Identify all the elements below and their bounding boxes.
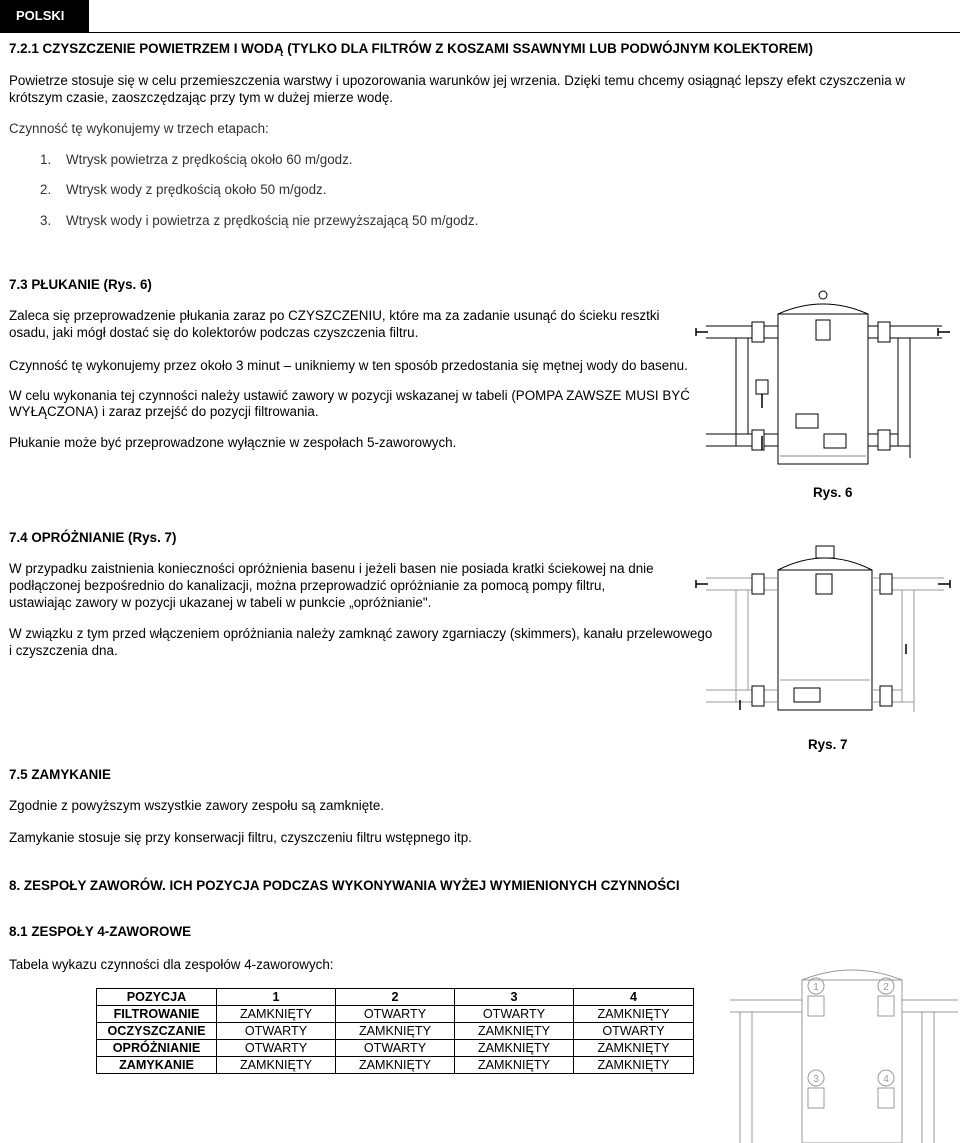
section-75-p2: Zamykanie stosuje się przy konserwacji filtru, czyszczeniu filtru wstępnego itp. [9,830,472,845]
table-row [97,1006,694,1023]
section-81-heading: 8.1 ZESPOŁY 4-ZAWOROWE [9,924,192,939]
step-number: 2. [40,182,52,197]
figure-valve-label-1: 1 [813,982,819,993]
section-721-para-line2: krótszym czasie, zaoszczędzając przy tym w dużej mierze wodę. [9,90,393,105]
section-74-p2-line2: i czyszczenia dna. [9,643,118,658]
section-75-heading: 7.5 ZAMYKANIE [9,767,111,782]
section-73-p2: Czynność tę wykonujemy przez około 3 minut – unikniemy w ten sposób przedostania się mętnej wody do basenu. [9,358,688,373]
table-cell: ZAMKNIĘTY [574,1006,694,1023]
table-row [97,1057,694,1074]
table-header-cell: 3 [455,989,574,1006]
figure-valve-label-4: 4 [883,1074,889,1085]
table-cell: ZAMKNIĘTY [217,1057,336,1074]
section-74-p1-line2: podłączonej bezpośrednio do kanalizacji, można przeprowadzić opróżnianie za pomocą pompy filtru, [9,578,606,593]
figure-4-valve-filter-diagram [722,960,960,1143]
step-item [40,152,353,167]
table-cell: ZAMKNIĘTY [574,1040,694,1057]
section-73-p3-line2: WYŁĄCZONA) i zaraz przejść do pozycji filtrowania. [9,404,319,419]
section-73-p4: Płukanie może być przeprowadzone wyłącznie w zespołach 5-zaworowych. [9,435,457,450]
figure-6-filter-diagram [692,286,954,476]
table-cell: OTWARTY [455,1006,574,1023]
table-cell: OTWARTY [574,1023,694,1040]
table-header-cell: 4 [574,989,694,1006]
figure-valve-label-3: 3 [813,1074,819,1085]
figure-valve-label-2: 2 [883,982,889,993]
table-cell: OTWARTY [336,1040,455,1057]
section-74-p2-line1: W związku z tym przed włączeniem opróżniania należy zamknąć zawory zgarniaczy (skimmers), kanału przelewowego [9,626,713,641]
table-header-row [97,989,694,1006]
section-721-heading: 7.2.1 CZYSZCZENIE POWIETRZEM I WODĄ (TYLKO DLA FILTRÓW Z KOSZAMI SSAWNYMI LUB PODWÓJNYM KOLEKTOREM) [9,41,813,56]
section-73-p1-line1: Zaleca się przeprowadzenie płukania zaraz po CZYSZCZENIU, które ma za zadanie usunąć do ścieku resztki [9,308,660,323]
table-cell: ZAMKNIĘTY [336,1023,455,1040]
language-tab: POLSKI [0,0,89,32]
step-text: Wtrysk wody z prędkością około 50 m/godz. [66,182,327,197]
figure-6-caption: Rys. 6 [813,485,853,500]
step-number: 1. [40,152,52,167]
figure-7-filter-diagram [692,540,954,720]
section-73-p3-line1: W celu wykonania tej czynności należy ustawić zawory w pozycji wskazanej w tabeli (POMPA ZAWSZE MUSI BYĆ [9,388,690,403]
table-cell: ZAMKNIĘTY [455,1057,574,1074]
table-cell: ZAMKNIĘTY [574,1057,694,1074]
table-row [97,1023,694,1040]
section-721-intro: Czynność tę wykonujemy w trzech etapach: [9,121,269,136]
valve-positions-table [96,988,694,1074]
table-cell: ZAMYKANIE [97,1057,217,1074]
table-cell: OPRÓŻNIANIE [97,1040,217,1057]
table-cell: OTWARTY [217,1023,336,1040]
step-item [40,182,326,197]
table-header-cell: POZYCJA [97,989,217,1006]
step-number: 3. [40,213,52,228]
section-81-intro: Tabela wykazu czynności dla zespołów 4-zaworowych: [9,957,334,972]
table-cell: ZAMKNIĘTY [455,1023,574,1040]
table-header-cell: 2 [336,989,455,1006]
section-73-heading: 7.3 PŁUKANIE (Rys. 6) [9,277,152,292]
table-cell: FILTROWANIE [97,1006,217,1023]
header-rule [0,32,960,33]
table-cell: OTWARTY [336,1006,455,1023]
section-721-para-line1: Powietrze stosuje się w celu przemieszczenia warstwy i upozorowania warunków jej wrzenia. Dzięki temu chcemy osiągnąć lepszy efekt czyszczenia w [9,73,906,88]
table-header-cell: 1 [217,989,336,1006]
step-text: Wtrysk wody i powietrza z prędkością nie przewyższającą 50 m/godz. [66,213,479,228]
section-74-p1-line3: ustawiając zawory w pozycji ukazanej w tabeli w punkcie „opróżnianie". [9,595,432,610]
section-73-p1-line2: osadu, jaki mógł dostać się do kolektorów podczas czyszczenia filtru. [9,325,419,340]
step-item [40,213,478,228]
table-cell: ZAMKNIĘTY [217,1006,336,1023]
step-text: Wtrysk powietrza z prędkością około 60 m/godz. [66,152,353,167]
table-cell: ZAMKNIĘTY [336,1057,455,1074]
section-74-p1-line1: W przypadku zaistnienia konieczności opróżnienia basenu i jeżeli basen nie posiada kratki ściekowej na dnie [9,561,654,576]
section-8-heading: 8. ZESPOŁY ZAWORÓW. ICH POZYCJA PODCZAS WYKONYWANIA WYŻEJ WYMIENIONYCH CZYNNOŚCI [9,878,680,893]
section-75-p1: Zgodnie z powyższym wszystkie zawory zespołu są zamknięte. [9,798,385,813]
table-cell: OTWARTY [217,1040,336,1057]
section-74-heading: 7.4 OPRÓŻNIANIE (Rys. 7) [9,530,177,545]
table-cell: ZAMKNIĘTY [455,1040,574,1057]
table-cell: OCZYSZCZANIE [97,1023,217,1040]
figure-7-caption: Rys. 7 [808,737,848,752]
table-row [97,1040,694,1057]
